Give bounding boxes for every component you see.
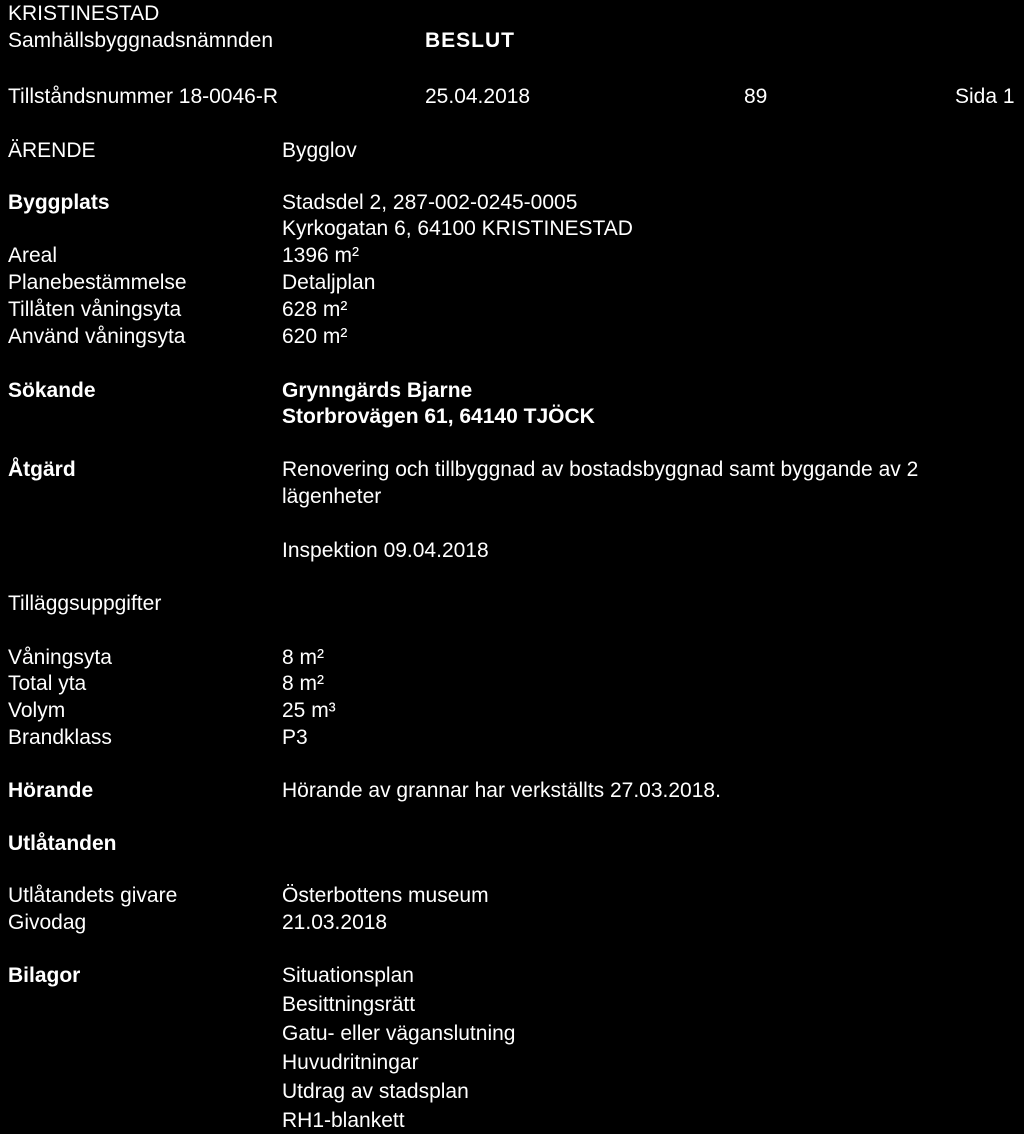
planebestammelse-label: Planebestämmelse [8,271,187,294]
arende-value: Bygglov [282,139,357,162]
page-number: Sida 1 [955,85,1015,108]
attachment-item: Gatu- eller väganslutning [282,1022,516,1045]
municipality-name: KRISTINESTAD [8,2,160,25]
byggplats-label: Byggplats [8,191,110,214]
tillaten-vaningsyta-label: Tillåten våningsyta [8,298,182,321]
attachment-item: Utdrag av stadsplan [282,1080,469,1103]
section-number: 89 [744,85,768,108]
board-name: Samhällsbyggnadsnämnden [8,29,274,52]
brandklass-value: P3 [282,726,308,749]
utlatandets-givare-value: Österbottens museum [282,884,489,907]
tillaggsuppgifter-label: Tilläggsuppgifter [8,592,162,615]
vaningsyta-label: Våningsyta [8,646,112,669]
tillaten-vaningsyta-value: 628 m² [282,298,348,321]
areal-label: Areal [8,244,58,267]
anvand-vaningsyta-value: 620 m² [282,325,348,348]
byggplats-line: Stadsdel 2, 287-002-0245-0005 [282,191,578,214]
byggplats-line: Kyrkogatan 6, 64100 KRISTINESTAD [282,217,633,240]
inspection-date: Inspektion 09.04.2018 [282,539,489,562]
atgard-line: Renovering och tillbyggnad av bostadsbyggnad samt byggande av 2 [282,458,919,481]
attachment-item: Situationsplan [282,964,414,987]
volym-value: 25 m³ [282,699,336,722]
attachment-item: RH1-blankett [282,1109,405,1132]
arende-label: ÄRENDE [8,139,96,162]
atgard-line: lägenheter [282,485,382,508]
total-yta-label: Total yta [8,672,87,695]
anvand-vaningsyta-label: Använd våningsyta [8,325,186,348]
bilagor-label: Bilagor [8,964,81,987]
givodag-value: 21.03.2018 [282,911,388,934]
areal-value: 1396 m² [282,244,360,267]
givodag-label: Givodag [8,911,87,934]
brandklass-label: Brandklass [8,726,112,749]
applicant-name: Grynngärds Bjarne [282,379,473,402]
utlatanden-label: Utlåtanden [8,832,117,855]
document-type: BESLUT [425,29,515,52]
sokande-label: Sökande [8,379,96,402]
horande-value: Hörande av grannar har verkställts 27.03.2018. [282,779,721,802]
total-yta-value: 8 m² [282,672,324,695]
permit-number: Tillståndsnummer 18-0046-R [8,85,278,108]
decision-date: 25.04.2018 [425,85,531,108]
utlatandets-givare-label: Utlåtandets givare [8,884,178,907]
horande-label: Hörande [8,779,94,802]
vaningsyta-value: 8 m² [282,646,324,669]
applicant-address: Storbrovägen 61, 64140 TJÖCK [282,405,595,428]
planebestammelse-value: Detaljplan [282,271,376,294]
attachment-item: Besittningsrätt [282,993,416,1016]
atgard-label: Åtgärd [8,458,76,481]
attachment-item: Huvudritningar [282,1051,419,1074]
volym-label: Volym [8,699,66,722]
